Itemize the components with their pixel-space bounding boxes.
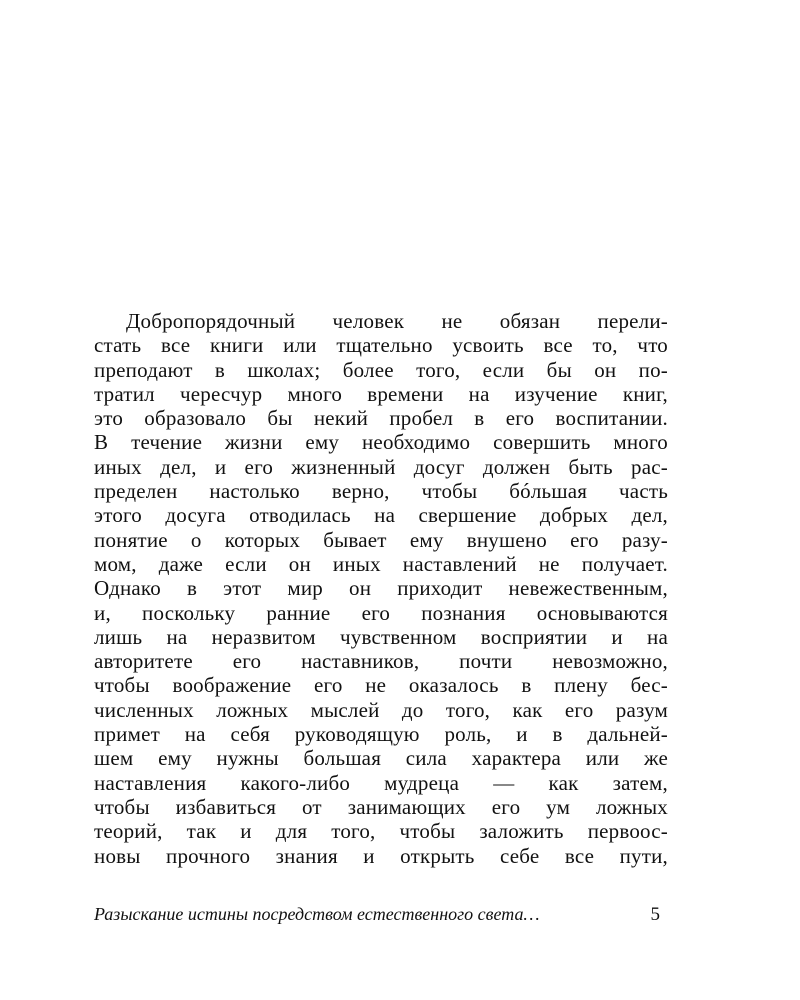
text-line: примет на себя руководящую роль, и в дальней- xyxy=(94,722,668,747)
text-line: новы прочного знания и открыть себе все пути, xyxy=(94,843,668,868)
text-line: мом, даже если он иных наставлений не получает. xyxy=(94,551,668,576)
text-line: шем ему нужны большая сила характера или же xyxy=(94,746,668,771)
text-line: лишь на неразвитом чувственном восприятии и на xyxy=(94,624,668,649)
text-line: Однако в этот мир он приходит невежественным, xyxy=(94,576,668,601)
page-number: 5 xyxy=(650,904,660,925)
page-footer xyxy=(94,904,668,928)
text-line: теорий, так и для того, чтобы заложить первоос- xyxy=(94,819,668,844)
text-line: пределен настолько верно, чтобы бóльшая часть xyxy=(94,479,668,504)
text-line: стать все книги или тщательно усвоить все то, что xyxy=(94,333,668,358)
text-line: авторитете его наставников, почти невозможно, xyxy=(94,649,668,674)
text-line: иных дел, и его жизненный досуг должен быть рас- xyxy=(94,454,668,479)
text-line: численных ложных мыслей до того, как его разум xyxy=(94,697,668,722)
text-line: чтобы воображение его не оказалось в плену бес- xyxy=(94,673,668,698)
text-line: наставления какого-либо мудреца — как затем, xyxy=(94,770,668,795)
text-line: преподают в школах; более того, если бы он по- xyxy=(94,357,668,382)
text-line: это образовало бы некий пробел в его воспитании. xyxy=(94,406,668,431)
text-line: Добропорядочный человек не обязан перели- xyxy=(126,309,668,333)
text-line: В течение жизни ему необходимо совершить много xyxy=(94,430,668,455)
body-paragraph xyxy=(94,309,668,868)
running-title: Разыскание истины посредством естественного света… xyxy=(94,904,540,924)
text-line: понятие о которых бывает ему внушено его разу- xyxy=(94,527,668,552)
text-line: этого досуга отводилась на свершение добрых дел, xyxy=(94,503,668,528)
text-line: и, поскольку ранние его познания основываются xyxy=(94,600,668,625)
text-line: тратил чересчур много времени на изучение книг, xyxy=(94,381,668,406)
text-line: чтобы избавиться от занимающих его ум ложных xyxy=(94,794,668,819)
